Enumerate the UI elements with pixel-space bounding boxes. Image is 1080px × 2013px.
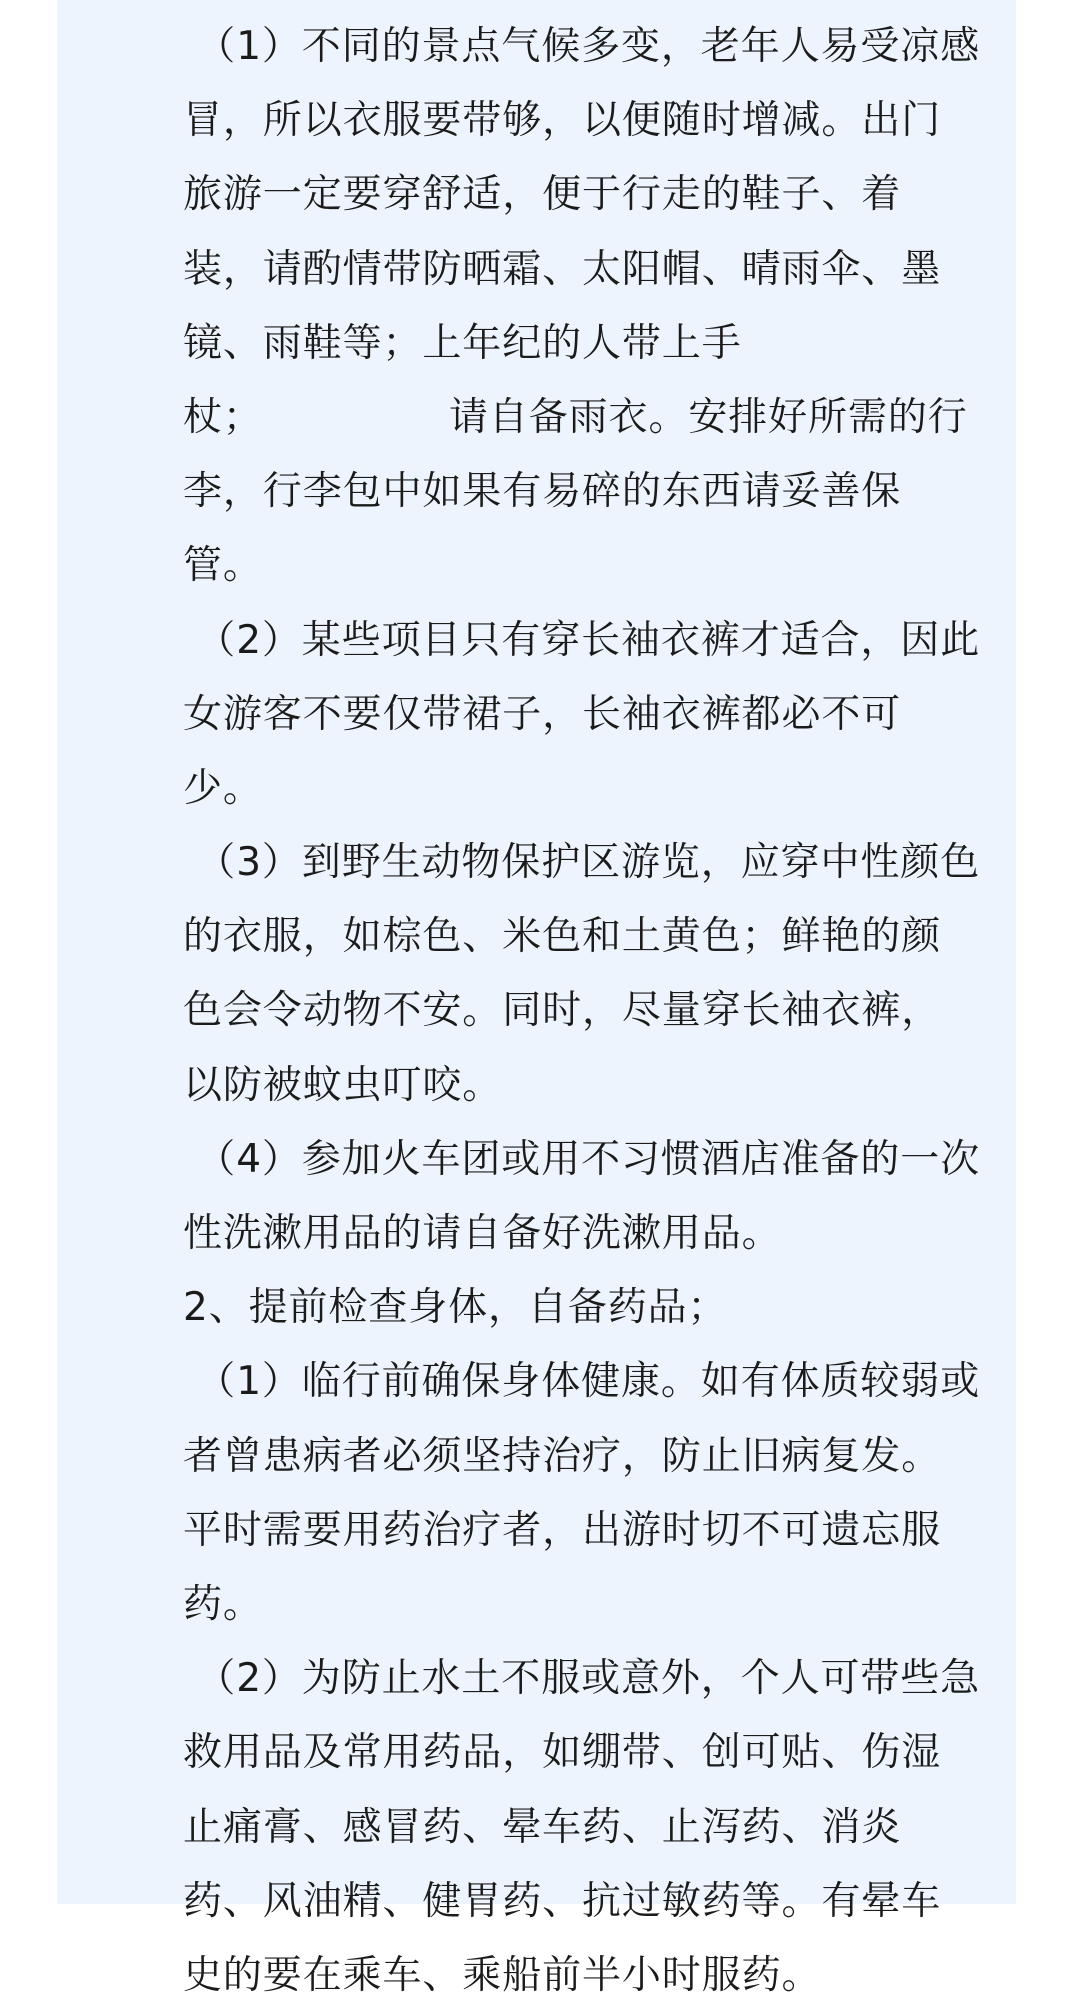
text-line: 李，行李包中如果有易碎的东西请妥善保	[183, 469, 902, 515]
text-line: 杖； 请自备雨衣。安排好所需的行	[183, 394, 968, 440]
section-heading: 2、提前检查身体，自备药品；	[183, 1285, 728, 1331]
text-line: 者曾患病者必须坚持治疗，防止旧病复发。	[183, 1433, 942, 1479]
text-line: 的衣服，如棕色、米色和土黄色；鲜艳的颜	[183, 914, 942, 960]
text-line: 女游客不要仅带裙子，长袖衣裤都必不可	[183, 691, 902, 737]
text-line: 装，请酌情带防晒霜、太阳帽、晴雨伞、墨	[183, 246, 942, 292]
text-line: （2）某些项目只有穿长袖衣裤才适合，因此	[183, 617, 981, 663]
text-line: 药、风油精、健胃药、抗过敏药等。有晕车	[183, 1878, 942, 1924]
text-line: 色会令动物不安。同时，尽量穿长袖衣裤，	[183, 988, 942, 1034]
text-line: 冒，所以衣服要带够，以便随时增减。出门	[183, 98, 942, 144]
text-line: 史的要在乘车、乘船前半小时服药。	[183, 1952, 822, 1998]
text-line: 以防被蚊虫叮咬。	[183, 1062, 503, 1108]
text-line: （1）不同的景点气候多变，老年人易受凉感	[183, 24, 981, 69]
text-line: 救用品及常用药品，如绷带、创可贴、伤湿	[183, 1730, 942, 1776]
text-line: 止痛膏、感冒药、晕车药、止泻药、消炎	[183, 1804, 902, 1850]
article-panel	[57, 0, 1016, 1998]
text-line: 少。	[183, 765, 263, 811]
text-line: 旅游一定要穿舒适，便于行走的鞋子、着	[183, 172, 902, 218]
text-line: （2）为防止水土不服或意外，个人可带些急	[183, 1656, 981, 1702]
article-body	[183, 10, 1003, 2013]
text-line: （4）参加火车团或用不习惯酒店准备的一次	[183, 1136, 981, 1182]
text-line: （3）到野生动物保护区游览，应穿中性颜色	[183, 840, 981, 886]
text-line: 镜、雨鞋等；上年纪的人带上手	[183, 320, 742, 366]
text-line: 管。	[183, 543, 263, 589]
text-line: （1）临行前确保身体健康。如有体质较弱或	[183, 1359, 981, 1405]
text-line: 药。	[183, 1581, 263, 1627]
text-line: 性洗漱用品的请自备好洗漱用品。	[183, 1211, 782, 1256]
text-line: 平时需要用药治疗者，出游时切不可遗忘服	[183, 1507, 942, 1553]
